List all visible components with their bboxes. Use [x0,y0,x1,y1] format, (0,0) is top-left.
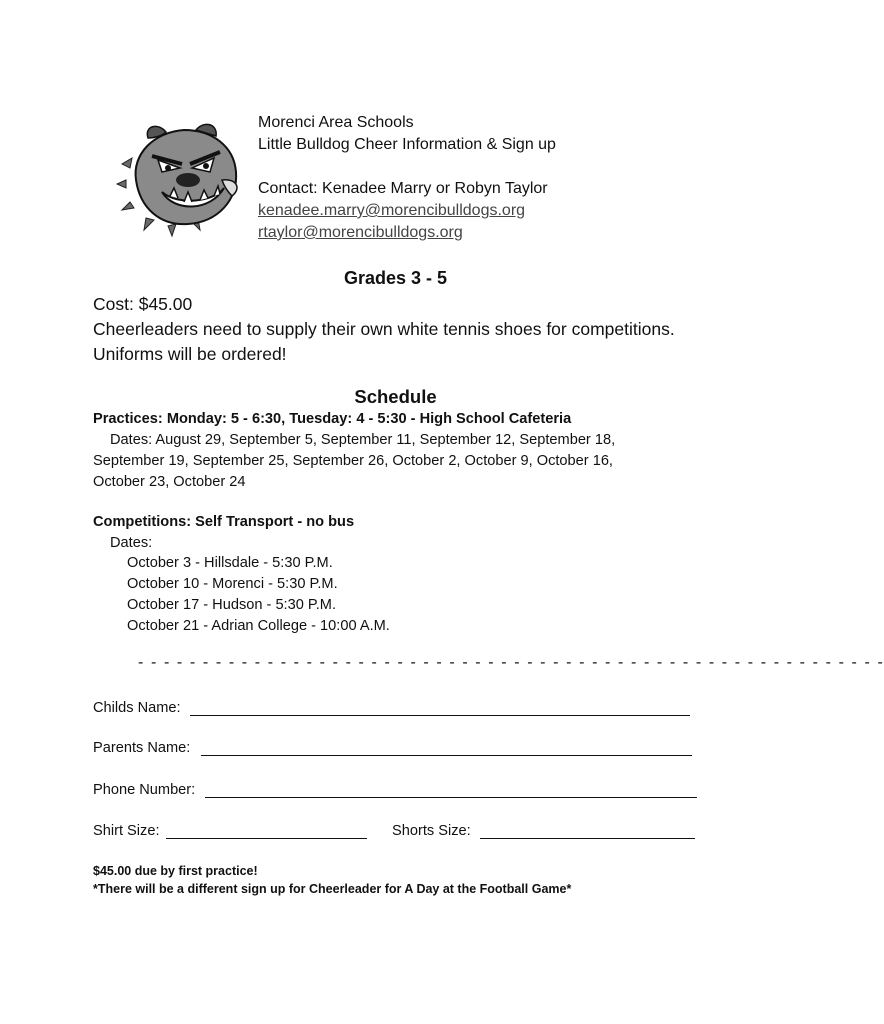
parents-name-field[interactable] [201,755,692,756]
email-link-kenadee[interactable]: kenadee.marry@morencibulldogs.org [258,202,526,219]
phone-number-label: Phone Number: [93,782,196,798]
practice-dates-2: September 19, September 25, September 26, October 2, October 9, October 16, [93,453,613,469]
school-name: Morenci Area Schools [258,114,414,131]
shorts-size-field[interactable] [480,838,695,839]
childs-name-label: Childs Name: [93,700,181,716]
practices-line: Practices: Monday: 5 - 6:30, Tuesday: 4 - 5:30 - High School Cafeteria [93,411,572,427]
email-link-rtaylor[interactable]: rtaylor@morencibulldogs.org [258,224,463,241]
childs-name-field[interactable] [190,715,690,716]
cheerleader-for-a-day-note: *There will be a different sign up for Cheerleader for A Day at the Football Game* [93,882,572,896]
practice-dates-3: October 23, October 24 [93,474,246,490]
phone-number-field[interactable] [205,797,697,798]
shoes-note: Cheerleaders need to supply their own white tennis shoes for competitions. [93,319,675,339]
competition-date: October 21 - Adrian College - 10:00 A.M. [127,618,390,634]
practice-dates-1: Dates: August 29, September 5, September 11, September 12, September 18, [110,432,616,448]
program-title: Little Bulldog Cheer Information & Sign up [258,136,556,153]
uniforms-note: Uniforms will be ordered! [93,344,287,364]
cost-text: Cost: $45.00 [93,294,193,314]
shirt-size-field[interactable] [166,838,367,839]
competition-date: October 10 - Morenci - 5:30 P.M. [127,576,338,592]
competition-date: October 17 - Hudson - 5:30 P.M. [127,597,337,613]
shirt-size-label: Shirt Size: [93,823,160,839]
competition-dates-label: Dates: [110,535,153,551]
schedule-heading: Schedule [354,386,437,407]
grades-heading: Grades 3 - 5 [343,268,448,288]
payment-due-note: $45.00 due by first practice! [93,864,258,878]
shorts-size-label: Shorts Size: [392,823,471,839]
competition-date: October 3 - Hillsdale - 5:30 P.M. [127,555,333,571]
parents-name-label: Parents Name: [93,740,191,756]
competitions-line: Competitions: Self Transport - no bus [93,514,355,530]
cut-line: - - - - - - - - - - - - - - - - - - - - - - - - - - - - - - - - - - - - - - - - - - - - - - - - - - - - - - - - - - [138,654,884,671]
bulldog-mascot-icon [118,118,248,236]
contact-line: Contact: Kenadee Marry or Robyn Taylor [258,180,548,197]
